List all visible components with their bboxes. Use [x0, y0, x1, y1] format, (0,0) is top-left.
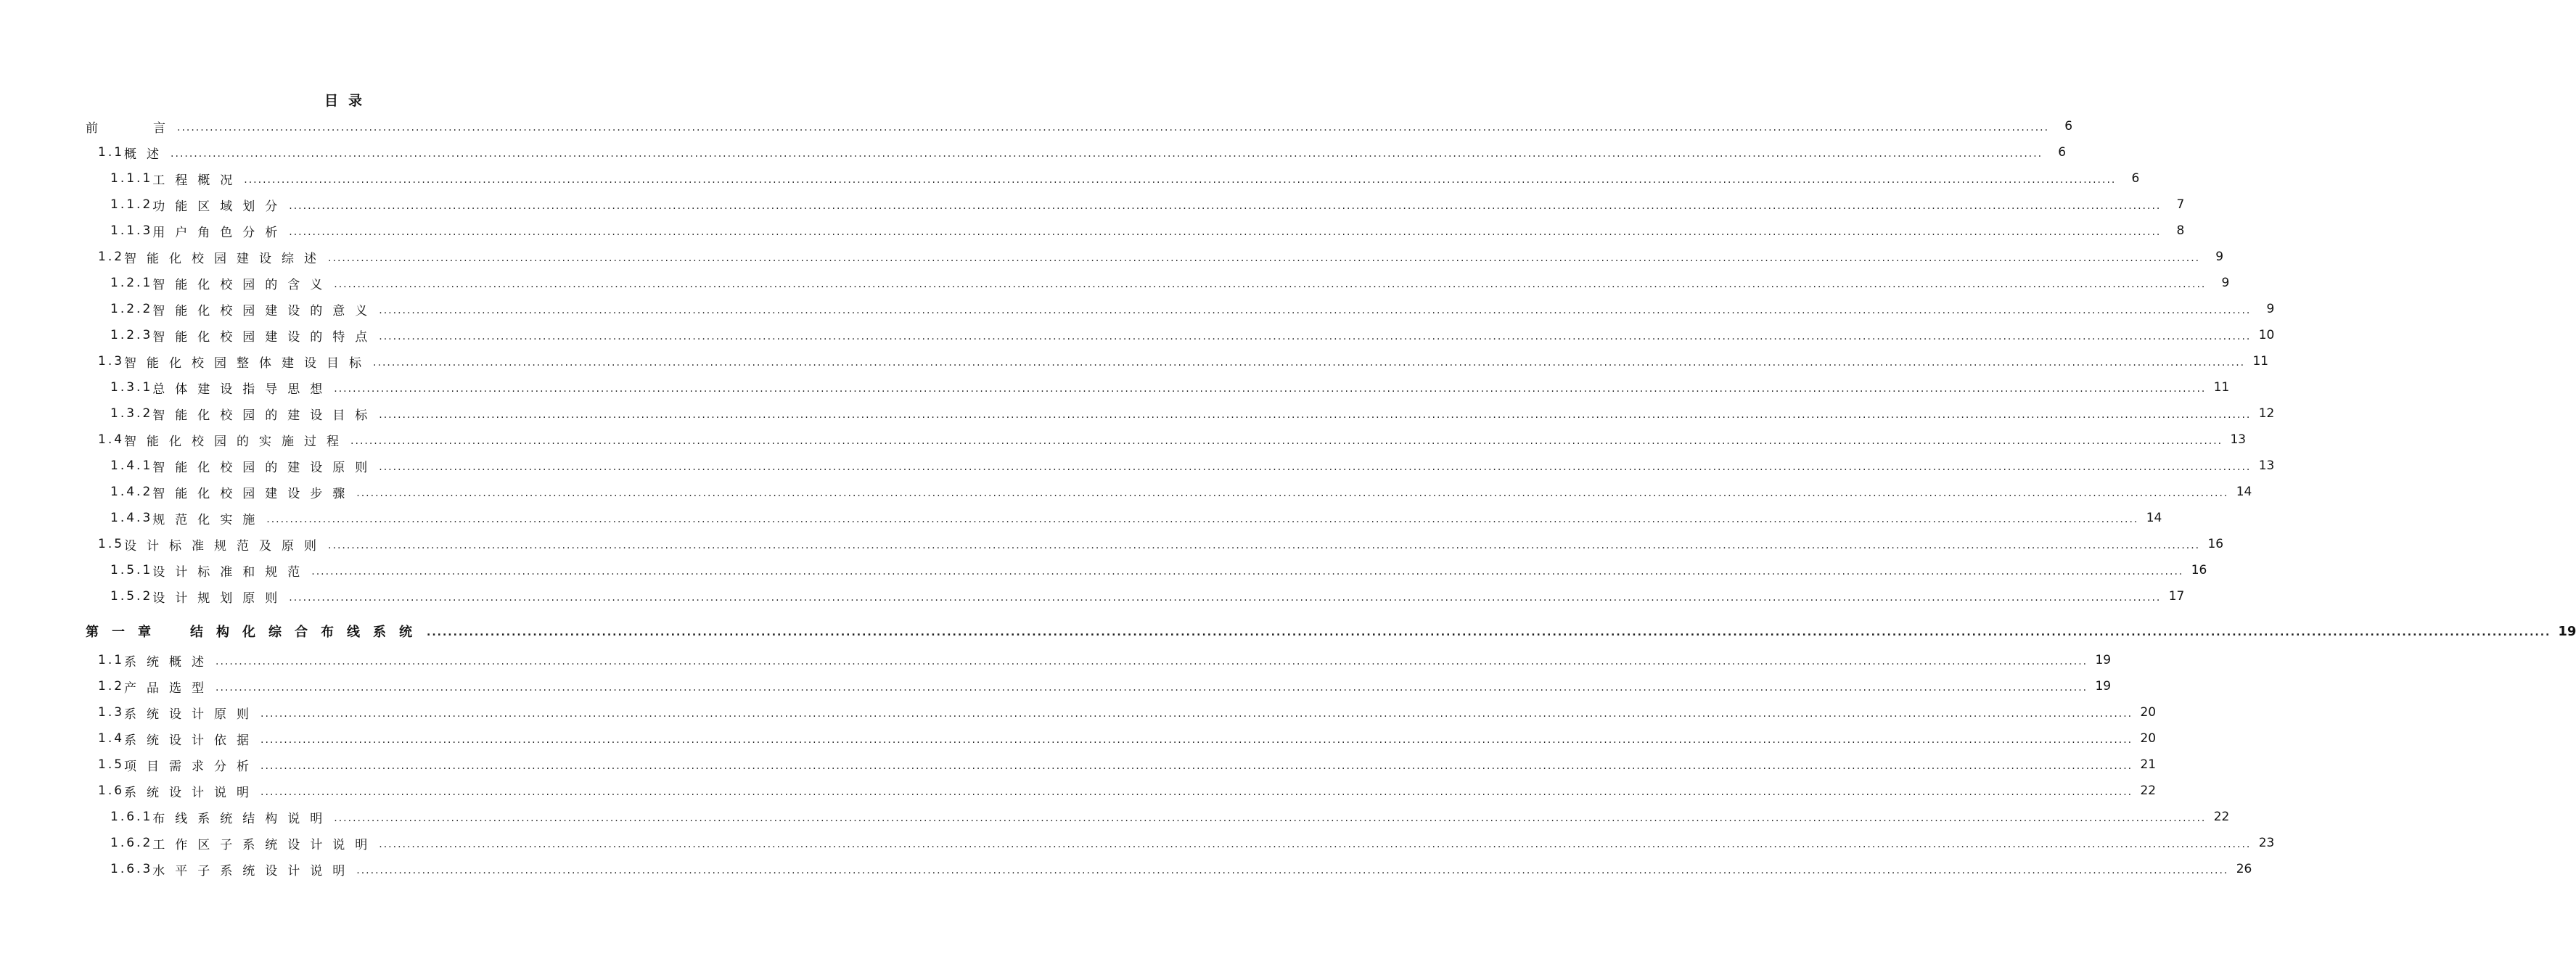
toc-entry-page: 9: [2266, 302, 2275, 316]
toc-entry-number: 1.4.1: [110, 458, 153, 473]
toc-entry-title: 工程概况: [152, 173, 243, 188]
toc-entry-page: 14: [2236, 485, 2252, 499]
toc-entry-page: 20: [2140, 731, 2157, 746]
toc-entry-number: 1.6.1: [110, 810, 153, 824]
toc-entry[interactable]: [98, 752, 2157, 778]
dot-leader: ................................................................................................................................................................................................................................................................................................................................................................................................................: [216, 682, 2088, 694]
toc-entry-page: 22: [2140, 783, 2157, 798]
toc-entry-page: 17: [2168, 589, 2185, 604]
toc-entry-title: 设计标准和规范: [152, 564, 311, 580]
toc-entry-page: 16: [2207, 537, 2224, 551]
dot-leader: ................................................................................................................................................................................................................................................................................................................................................................................................................: [379, 305, 2252, 316]
dot-leader: ................................................................................................................................................................................................................................................................................................................................................................................................................: [289, 226, 2162, 238]
toc-entry[interactable]: [110, 557, 2207, 583]
toc-entry-title: 系统设计依据: [124, 733, 260, 748]
toc-entry-page: 7: [2176, 197, 2185, 212]
toc-entry-title: 系统设计说明: [124, 785, 260, 800]
toc-entry[interactable]: [98, 427, 2247, 453]
toc-entry-title: 功能区域划分: [152, 199, 288, 214]
toc-entry-title: 前 言: [86, 120, 176, 136]
dot-leader: ................................................................................................................................................................................................................................................................................................................................................................................................................: [261, 760, 2133, 772]
toc-entry[interactable]: [98, 699, 2157, 725]
toc-entry-number: 1.1.2: [110, 197, 153, 212]
toc-entry[interactable]: [110, 830, 2275, 856]
toc-entry-number: 1.1: [98, 653, 125, 667]
toc-entry-page: 19: [2095, 679, 2112, 694]
toc-entry[interactable]: [110, 479, 2252, 505]
toc-entry-title: 智能化校园建设的特点: [152, 329, 378, 345]
dot-leader: ................................................................................................................................................................................................................................................................................................................................................................................................................: [334, 383, 2207, 395]
dot-leader: ................................................................................................................................................................................................................................................................................................................................................................................................................: [261, 708, 2133, 720]
dot-leader: ................................................................................................................................................................................................................................................................................................................................................................................................................: [379, 331, 2252, 342]
toc-entry[interactable]: [98, 778, 2157, 804]
toc-entry-number: 1.4: [98, 731, 125, 746]
toc-entry-title: 概述: [124, 147, 170, 162]
toc-entry-title: 项目需求分析: [124, 759, 260, 774]
toc-entry-page: 22: [2213, 810, 2230, 824]
dot-leader: ................................................................................................................................................................................................................................................................................................................................................................................................................: [328, 252, 2201, 264]
toc-entry-number: 1.1: [98, 145, 125, 160]
toc-entry[interactable]: [98, 244, 2224, 270]
dot-leader: ................................................................................................................................................................................................................................................................................................................................................................................................................: [334, 279, 2207, 290]
toc-entry[interactable]: [98, 647, 2112, 673]
toc-entry-title: 水平子系统设计说明: [152, 863, 356, 879]
toc-entry-title: 智能化校园的建设原则: [152, 460, 378, 475]
dot-leader: ................................................................................................................................................................................................................................................................................................................................................................................................................: [427, 627, 2551, 638]
toc-entry-number: 1.5: [98, 537, 125, 551]
toc-entry-title: 设计规划原则: [152, 591, 288, 606]
dot-leader: ................................................................................................................................................................................................................................................................................................................................................................................................................: [311, 566, 2184, 577]
toc-entry-page: 10: [2258, 328, 2275, 342]
toc-entry-page: 6: [2058, 145, 2067, 160]
dot-leader: ................................................................................................................................................................................................................................................................................................................................................................................................................: [244, 174, 2117, 186]
toc-entry-number: 1.3: [98, 354, 125, 369]
dot-leader: ................................................................................................................................................................................................................................................................................................................................................................................................................: [171, 148, 2043, 160]
dot-leader: ................................................................................................................................................................................................................................................................................................................................................................................................................: [356, 865, 2229, 876]
toc-entry-page: 14: [2146, 511, 2162, 525]
dot-leader: ................................................................................................................................................................................................................................................................................................................................................................................................................: [379, 409, 2252, 421]
toc-entry-page: 19: [2558, 623, 2576, 639]
toc-entry[interactable]: [110, 296, 2275, 322]
toc-entry-page: 21: [2140, 757, 2157, 772]
dot-leader: ................................................................................................................................................................................................................................................................................................................................................................................................................: [334, 812, 2207, 824]
dot-leader: ................................................................................................................................................................................................................................................................................................................................................................................................................: [356, 488, 2229, 499]
toc-entry[interactable]: [98, 139, 2067, 165]
toc-entry-title: 布线系统结构说明: [152, 811, 333, 826]
toc-entry-number: 1.3: [98, 705, 125, 720]
toc-entry-number: 1.1.3: [110, 223, 153, 238]
dot-leader: ................................................................................................................................................................................................................................................................................................................................................................................................................: [289, 592, 2162, 604]
toc-entry-title: 第一章 结构化综合布线系统: [86, 625, 425, 640]
dot-leader: ................................................................................................................................................................................................................................................................................................................................................................................................................: [266, 514, 2139, 525]
toc-entry-page: 13: [2230, 432, 2247, 447]
toc-entry-title: 产品选型: [124, 680, 215, 696]
toc-entry-number: 1.3.2: [110, 406, 153, 421]
toc-entry[interactable]: [98, 725, 2157, 752]
toc-entry[interactable]: [110, 400, 2275, 427]
toc-entry-page: 20: [2140, 705, 2157, 720]
toc-entry-number: 1.5.1: [110, 563, 153, 577]
toc-entry-page: 26: [2236, 862, 2252, 876]
toc-entry-number: 1.6.3: [110, 862, 153, 876]
toc-entry-number: 1.4: [98, 432, 125, 447]
toc-entry-number: 1.6: [98, 783, 125, 798]
dot-leader: ................................................................................................................................................................................................................................................................................................................................................................................................................: [350, 435, 2223, 447]
toc-entry[interactable]: [110, 218, 2185, 244]
toc-entry[interactable]: [98, 673, 2112, 699]
toc-entry-title: 工作区子系统设计说明: [152, 837, 378, 852]
dot-leader: ................................................................................................................................................................................................................................................................................................................................................................................................................: [261, 734, 2133, 746]
toc-entry[interactable]: [110, 453, 2275, 479]
toc-entry-number: 1.2: [98, 679, 125, 694]
toc-entry-title: 智能化校园整体建设目标: [124, 355, 372, 371]
toc-entry-page: 9: [2215, 250, 2224, 264]
toc-entry[interactable]: [86, 618, 2576, 644]
toc-entry-page: 11: [2252, 354, 2269, 369]
dot-leader: ................................................................................................................................................................................................................................................................................................................................................................................................................: [379, 461, 2252, 473]
dot-leader: ................................................................................................................................................................................................................................................................................................................................................................................................................: [216, 656, 2088, 667]
toc-entry-title: 总体建设指导思想: [152, 382, 333, 397]
toc-entry-page: 13: [2258, 458, 2275, 473]
dot-leader: ................................................................................................................................................................................................................................................................................................................................................................................................................: [289, 200, 2162, 212]
toc-entry-title: 智能化校园建设综述: [124, 251, 327, 266]
toc-title: 目录: [324, 93, 372, 109]
toc-entry-number: 1.5.2: [110, 589, 153, 604]
toc-entry-page: 11: [2213, 380, 2230, 395]
toc-entry-page: 16: [2191, 563, 2207, 577]
toc-entry-title: 设计标准规范及原则: [124, 538, 327, 554]
toc-entry[interactable]: [110, 583, 2185, 609]
toc-entry[interactable]: [110, 322, 2275, 348]
toc-entry-title: 系统概述: [124, 654, 215, 670]
toc-entry-page: 12: [2258, 406, 2275, 421]
toc-entry-title: 智能化校园的实施过程: [124, 434, 350, 449]
toc-entry-number: 1.5: [98, 757, 125, 772]
toc-entry-page: 9: [2221, 276, 2230, 290]
dot-leader: ................................................................................................................................................................................................................................................................................................................................................................................................................: [328, 540, 2201, 551]
dot-leader: ................................................................................................................................................................................................................................................................................................................................................................................................................: [177, 122, 2050, 133]
toc-entry-number: 1.4.3: [110, 511, 153, 525]
toc-entry-title: 智能化校园的含义: [152, 277, 333, 292]
toc-entry-number: 1.6.2: [110, 836, 153, 850]
toc-entry[interactable]: [110, 192, 2185, 218]
toc-entry[interactable]: [86, 113, 2073, 139]
toc-entry-title: 系统设计原则: [124, 707, 260, 722]
toc-entry-page: 23: [2258, 836, 2275, 850]
toc-entry-title: 智能化校园建设步骤: [152, 486, 356, 501]
toc-entry[interactable]: [110, 374, 2230, 400]
toc-entry[interactable]: [98, 531, 2224, 557]
toc-entry-number: 1.2: [98, 250, 125, 264]
toc-entry-page: 8: [2176, 223, 2185, 238]
toc-entry-title: 智能化校园的建设目标: [152, 408, 378, 423]
toc-entry-title: 规范化实施: [152, 512, 266, 527]
toc-entry-title: 智能化校园建设的意义: [152, 303, 378, 318]
toc-entry[interactable]: [98, 348, 2269, 374]
dot-leader: ................................................................................................................................................................................................................................................................................................................................................................................................................: [261, 786, 2133, 798]
toc-entry-page: 6: [2064, 119, 2073, 133]
toc-entry-number: 1.2.1: [110, 276, 153, 290]
toc-entry[interactable]: [110, 856, 2252, 882]
toc-entry[interactable]: [110, 270, 2230, 296]
dot-leader: ................................................................................................................................................................................................................................................................................................................................................................................................................: [373, 357, 2246, 369]
toc-entry-number: 1.1.1: [110, 171, 153, 186]
toc-entry-page: 19: [2095, 653, 2112, 667]
toc-entry-number: 1.3.1: [110, 380, 153, 395]
toc-entry-title: 用户角色分析: [152, 225, 288, 240]
toc-entry-number: 1.2.3: [110, 328, 153, 342]
dot-leader: ................................................................................................................................................................................................................................................................................................................................................................................................................: [379, 839, 2252, 850]
toc-entry[interactable]: [110, 165, 2140, 192]
toc-entry-page: 6: [2131, 171, 2140, 186]
toc-entry[interactable]: [110, 804, 2230, 830]
toc-entry[interactable]: [110, 505, 2162, 531]
toc-entry-number: 1.2.2: [110, 302, 153, 316]
toc-entry-number: 1.4.2: [110, 485, 153, 499]
